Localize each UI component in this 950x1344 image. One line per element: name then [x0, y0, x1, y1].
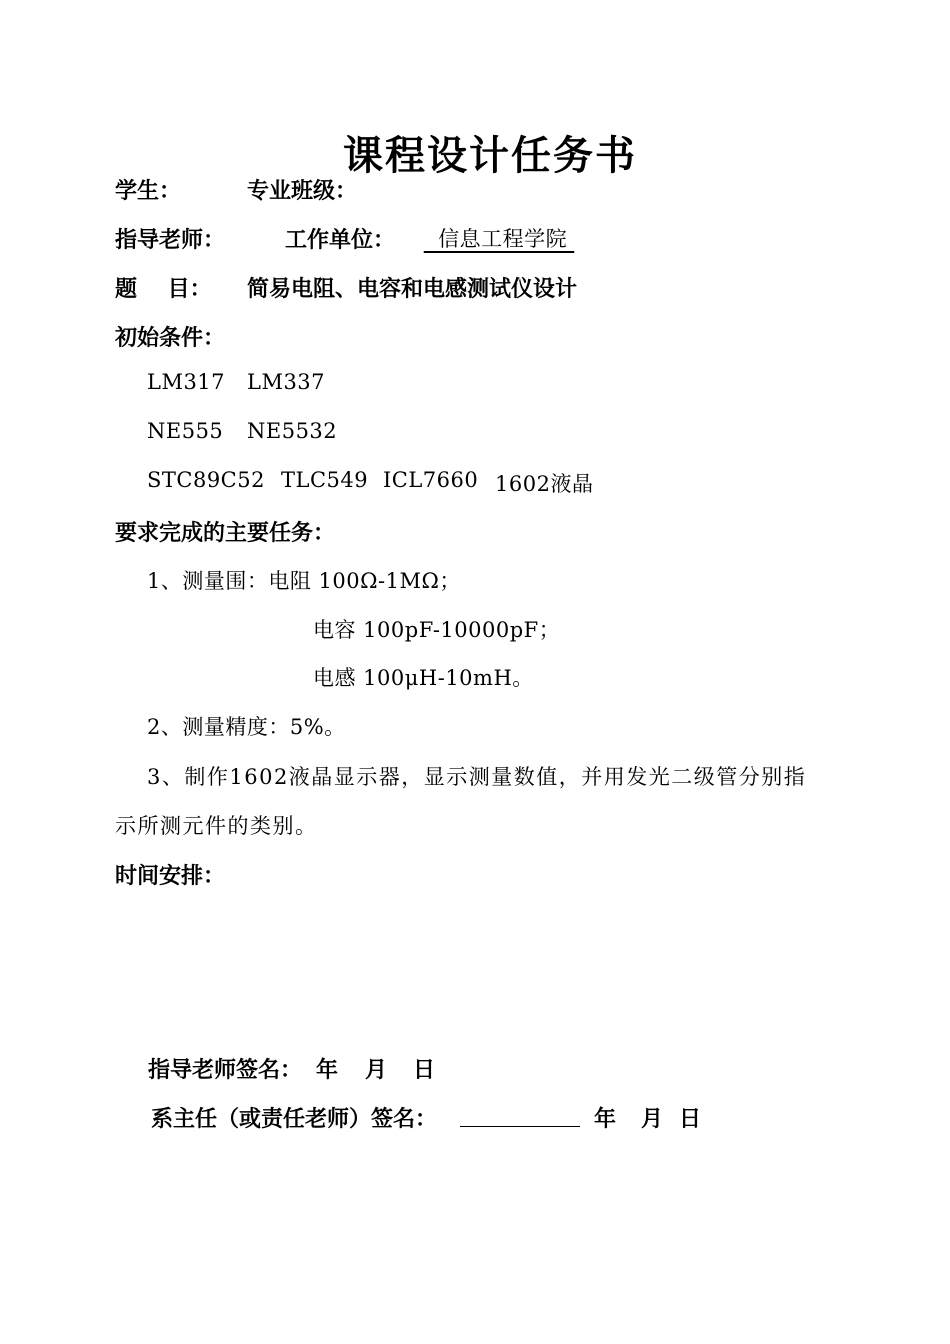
component-item: NE555 — [147, 419, 224, 443]
task-item-1: 1、测量围：电阻 100Ω-1MΩ； — [147, 569, 461, 593]
unit-value: 信息工程学院 — [423, 227, 575, 251]
component-item: LM317 — [147, 370, 226, 394]
task-item-2: 2、测量精度：5%。 — [147, 715, 346, 739]
topic-value: 简易电阻、电容和电感测试仪设计 — [247, 276, 578, 302]
director-signature-day: 日 — [679, 1106, 702, 1132]
class-label: 专业班级： — [247, 178, 358, 204]
advisor-label: 指导老师： — [115, 227, 226, 253]
component-item: 1602液晶 — [495, 472, 594, 496]
advisor-signature-day: 日 — [413, 1057, 436, 1083]
task-item-1-capacitance: 电容 100pF-10000pF； — [313, 618, 561, 642]
task-item-3-continued: 示所测元件的类别。 — [115, 814, 318, 838]
task-item-1-inductance: 电感 100μH-10mH。 — [313, 666, 534, 690]
director-signature-year: 年 — [594, 1106, 617, 1132]
topic-label: 题 目： — [115, 276, 212, 302]
component-item: STC89C52 — [147, 468, 265, 492]
initial-conditions-label: 初始条件： — [115, 325, 226, 351]
advisor-signature-label: 指导老师签名： — [148, 1057, 303, 1083]
tasks-label: 要求完成的主要任务： — [115, 520, 336, 546]
director-signature-label: 系主任（或责任老师）签名： — [151, 1106, 438, 1132]
component-item: NE5532 — [247, 419, 338, 443]
director-signature-blank — [460, 1104, 580, 1127]
page-title: 课程设计任务书 — [343, 132, 637, 179]
component-item: TLC549 — [281, 468, 369, 492]
advisor-signature-month: 月 — [365, 1057, 388, 1083]
unit-label: 工作单位： — [285, 227, 396, 253]
component-item: LM337 — [247, 370, 326, 394]
student-label: 学生： — [115, 178, 182, 204]
advisor-signature-year: 年 — [316, 1057, 339, 1083]
schedule-label: 时间安排： — [115, 863, 226, 889]
component-item: ICL7660 — [383, 468, 479, 492]
task-item-3: 3、制作1602液晶显示器，显示测量数值，并用发光二级管分别指 — [147, 765, 807, 789]
director-signature-month: 月 — [641, 1106, 664, 1132]
